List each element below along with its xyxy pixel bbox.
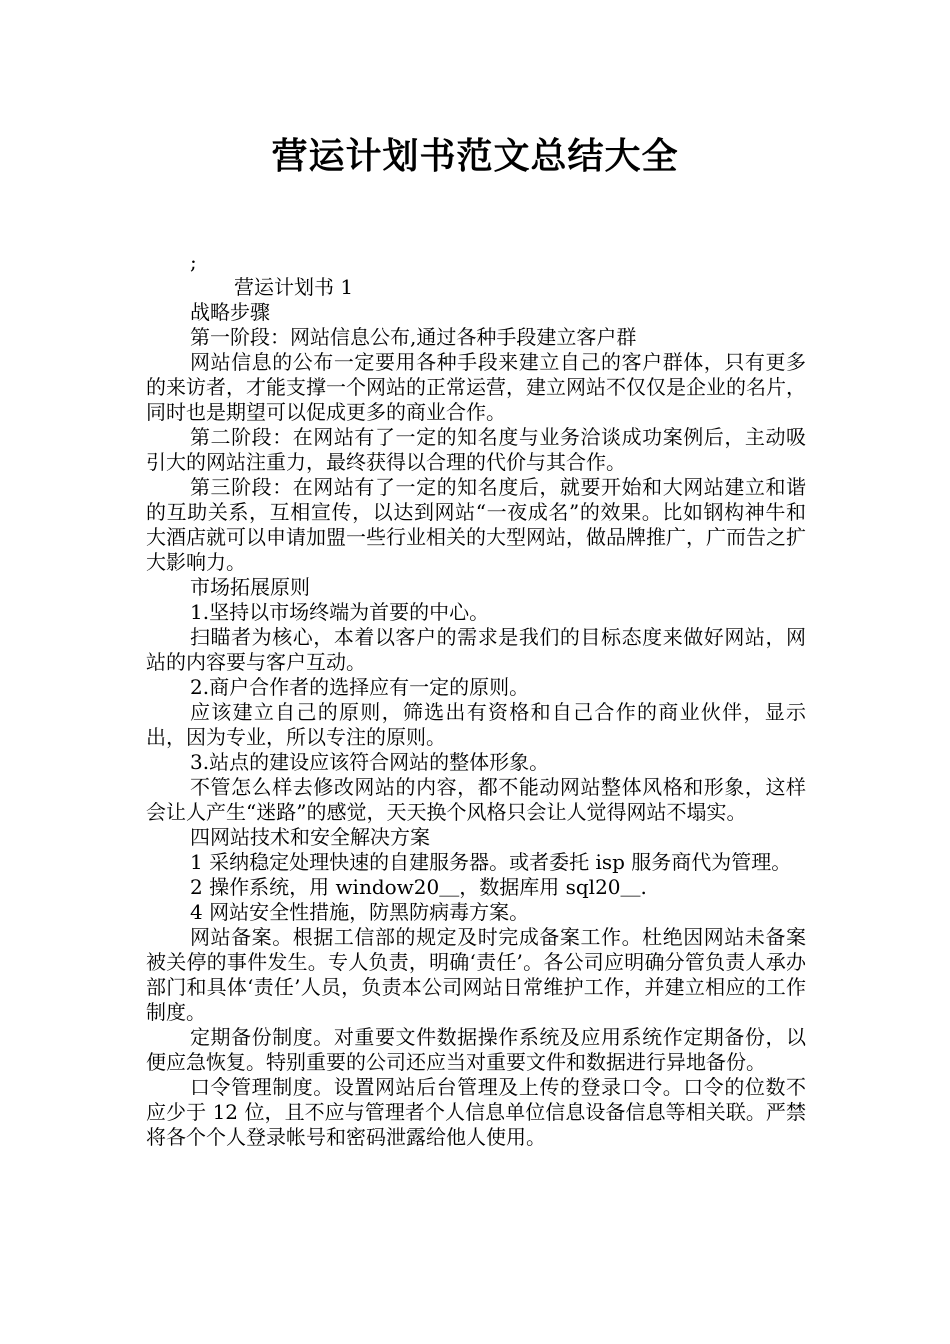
paragraph: 2 操作系统，用 window20＿，数据库用 sql20＿. <box>190 875 647 899</box>
paragraph: ; <box>190 250 197 274</box>
document-title: 营运计划书范文总结大全 <box>271 136 679 177</box>
paragraph: 网站信息的公布一定要用各种手段来建立自己的客户群体，只有更多的来访者，才能支撑一个网站的正常运营，建立网站不仅仅是企业的名片，同时也是期望可以促成更多的商业合作。 <box>146 350 806 424</box>
paragraph: 口令管理制度。设置网站后台管理及上传的登录口令。口令的位数不应少于 12 位，且不应与管理者个人信息单位信息设备信息等相关联。严禁将各个个人登录帐号和密码泄露给他人使用。 <box>146 1075 806 1149</box>
paragraph: 1.坚持以市场终端为首要的中心。 <box>190 600 490 624</box>
paragraph: 扫瞄者为核心，本着以客户的需求是我们的目标态度来做好网站，网站的内容要与客户互动。 <box>146 625 806 674</box>
section-heading: 四网站技术和安全解决方案 <box>190 825 430 849</box>
paragraph: 1 采纳稳定处理快速的自建服务器。或者委托 isp 服务商代为管理。 <box>190 850 792 874</box>
paragraph: 应该建立自己的原则，筛选出有资格和自己合作的商业伙伴，显示出，因为专业，所以专注的原则。 <box>146 700 806 749</box>
paragraph: 定期备份制度。对重要文件数据操作系统及应用系统作定期备份，以便应急恢复。特别重要的公司还应当对重要文件和数据进行异地备份。 <box>146 1025 806 1074</box>
section-heading: 市场拓展原则 <box>190 575 310 599</box>
section-heading: 营运计划书 1 <box>234 275 354 299</box>
paragraph: 3.站点的建设应该符合网站的整体形象。 <box>190 750 550 774</box>
paragraph: 4 网站安全性措施，防黑防病毒方案。 <box>190 900 530 924</box>
section-heading: 战略步骤 <box>190 300 270 324</box>
paragraph: 第三阶段：在网站有了一定的知名度后，就要开始和大网站建立和谐的互助关系，互相宣传，以达到网站“一夜成名”的效果。比如钢构神牛和大酒店就可以申请加盟一些行业相关的大型网站，做品牌推广，广而告之扩大影响力。 <box>146 475 806 574</box>
paragraph: 第一阶段：网站信息公布,通过各种手段建立客户群 <box>190 325 637 349</box>
paragraph: 不管怎么样去修改网站的内容，都不能动网站整体风格和形象，这样会让人产生“迷路”的感觉，天天换个风格只会让人觉得网站不塌实。 <box>146 775 806 824</box>
paragraph: 网站备案。根据工信部的规定及时完成备案工作。杜绝因网站未备案被关停的事件发生。专人负责，明确‘责任’。各公司应明确分管负责人承办部门和具体‘责任’人员，负责本公司网站日常维护工作，并建立相应的工作制度。 <box>146 925 806 1024</box>
document-body <box>146 250 806 1150</box>
paragraph: 第二阶段：在网站有了一定的知名度与业务洽谈成功案例后，主动吸引大的网站注重力，最终获得以合理的代价与其合作。 <box>146 425 806 474</box>
paragraph: 2.商户合作者的选择应有一定的原则。 <box>190 675 530 699</box>
